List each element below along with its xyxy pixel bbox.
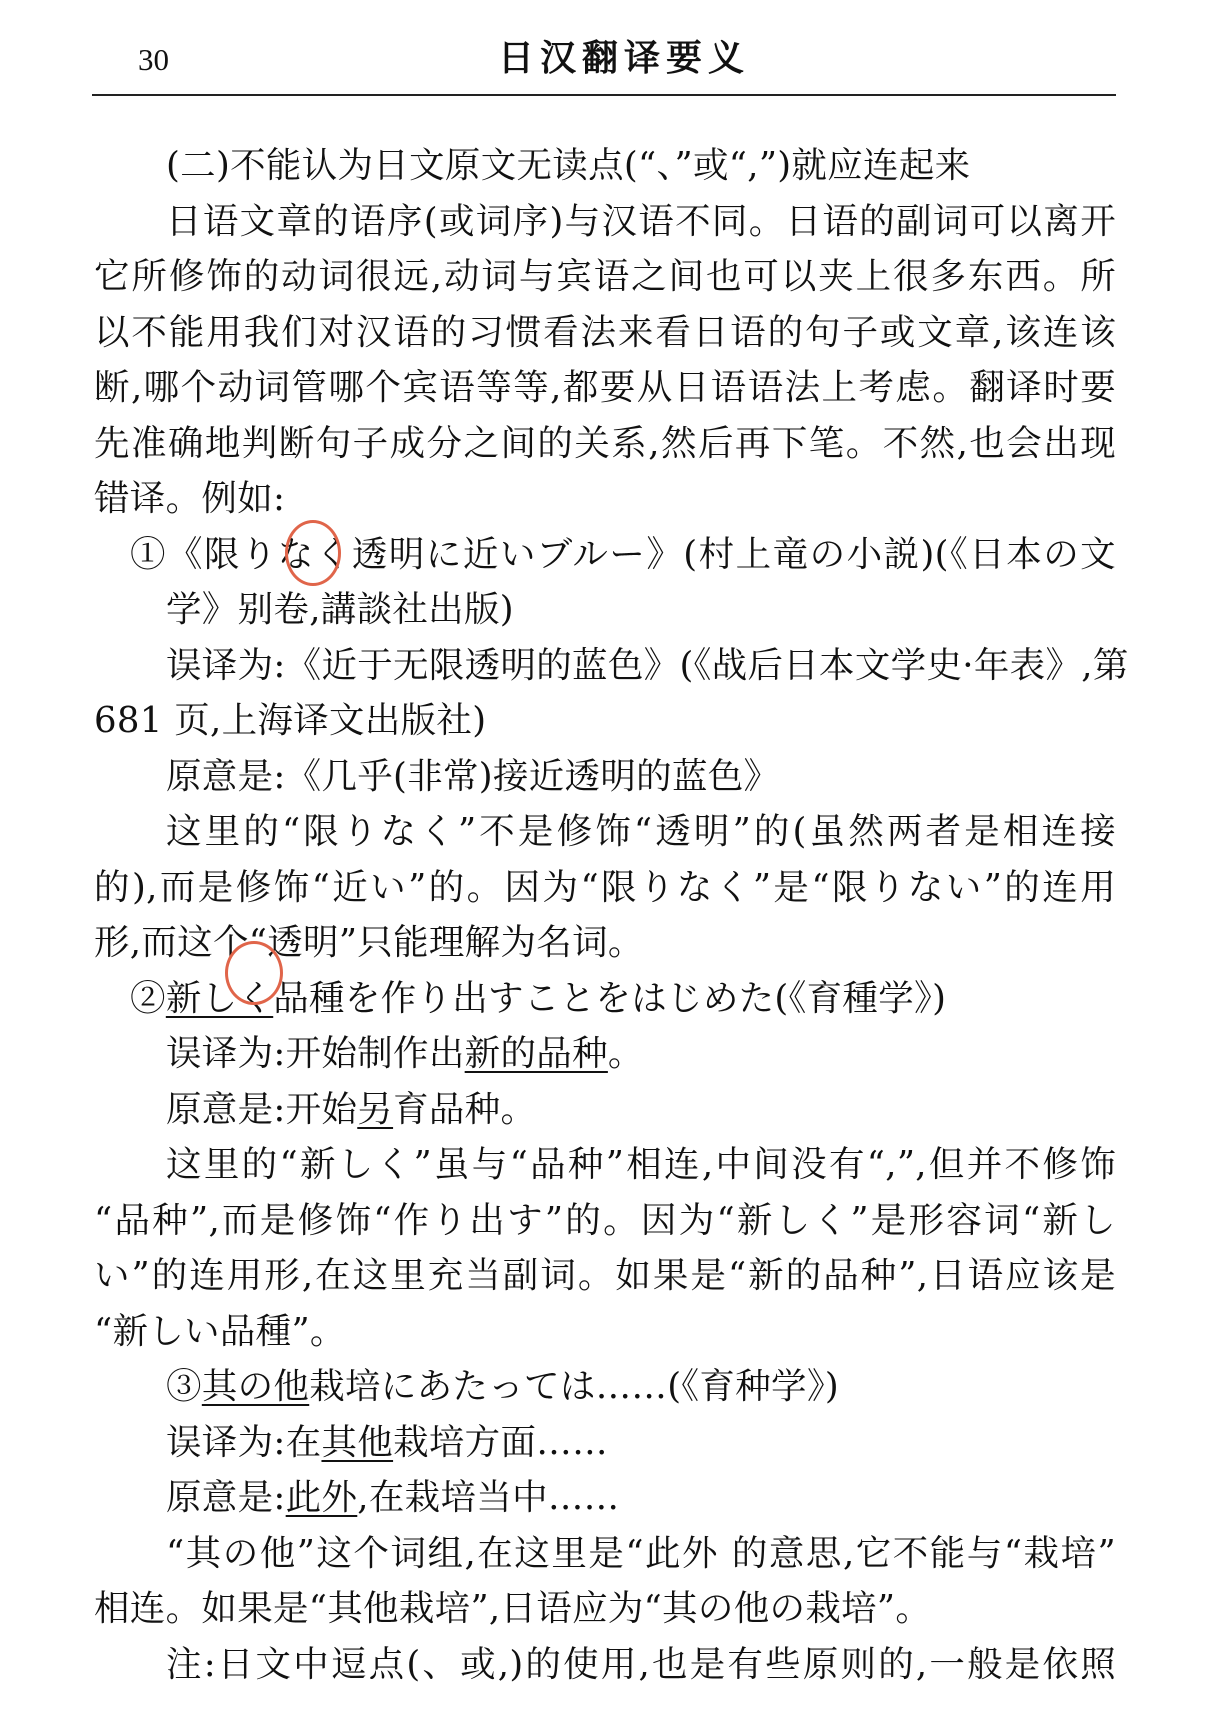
example-2-original-meaning	[94, 1082, 1116, 1138]
note: 注:日文中逗点(、或,)的使用,也是有些原则的,一般是依照	[166, 1643, 1116, 1685]
label-text: 误译为:在	[166, 1421, 322, 1463]
example-1-wrong-translation-cont: 681 页,上海译文出版社)	[94, 700, 487, 741]
example-1-wrong-translation: 误译为:《近于无限透明的蓝色》(《战后日本文学史·年表》,第	[166, 644, 1129, 686]
example-text: 栽培にあたっては……(《育种学》)	[309, 1366, 840, 1407]
underlined-term: 新的品种	[464, 1033, 608, 1074]
example-2-explanation: い”的连用形,在这里充当副词。如果是“新的品种”,日语应该是	[94, 1255, 1116, 1296]
example-3-source	[94, 1359, 1116, 1415]
page-number: 30	[138, 42, 169, 77]
text: 。	[607, 1033, 644, 1074]
paragraph-line: 以不能用我们对汉语的习惯看法来看日语的句子或文章,该连该	[94, 311, 1116, 353]
page-body	[94, 138, 1129, 1692]
example-1-explanation: 形,而这个“透明”只能理解为名词。	[94, 922, 644, 963]
example-2-explanation: “新しい品種”。	[94, 1310, 346, 1352]
label-text: 原意是:	[166, 1477, 286, 1518]
example-3-explanation: 相连。如果是“其他栽培”,日语应为“其の他の栽培”。	[94, 1588, 932, 1629]
underlined-term: 其他	[321, 1421, 394, 1463]
example-3-wrong-translation	[94, 1415, 1116, 1471]
text: ,在栽培当中……	[357, 1477, 620, 1518]
paragraph-line: 断,哪个动词管哪个宾语等等,都要从日语语法上考虑。翻译时要	[94, 367, 1116, 408]
paragraph-line: 日语文章的语序(或词序)与汉语不同。日语的副词可以离开	[166, 200, 1116, 242]
text: 栽培方面……	[393, 1421, 608, 1463]
example-1-explanation: 的),而是修饰“近い”的。因为“限りなく”是“限りない”的连用	[94, 866, 1116, 908]
example-1-original-meaning: 原意是:《几乎(非常)接近透明的蓝色》	[166, 755, 780, 797]
example-2-explanation: 这里的“新しく”虽与“品种”相连,中间没有“,”,但并不修饰	[166, 1144, 1116, 1185]
example-1-explanation: 这里的“限りなく”不是修饰“透明”的(虽然两者是相连接	[166, 811, 1116, 852]
example-2-wrong-translation	[94, 1026, 1116, 1082]
running-title: 日汉翻译要义	[497, 37, 750, 79]
example-3-original-meaning	[94, 1470, 1116, 1526]
example-3-explanation: “其の他”这个词组,在这里是“此外 的意思,它不能与“栽培”	[166, 1532, 1116, 1574]
example-number: ③	[166, 1366, 202, 1407]
paragraph-line: 错译。例如:	[94, 478, 286, 519]
underlined-term: 另	[357, 1088, 394, 1130]
example-text: 品種を作り出すことをはじめた(《育種学》)	[273, 977, 947, 1019]
annotation-circle	[285, 520, 341, 586]
paragraph-line: 它所修饰的动词很远,动词与宾语之间也可以夹上很多东西。所	[94, 256, 1116, 297]
section-heading: (二)不能认为日文原文无读点(“、”或“,”)就应连起来	[166, 145, 971, 186]
header-rule	[92, 94, 1116, 96]
example-2-explanation: “品种”,而是修饰“作り出す”的。因为“新しく”是形容词“新し	[94, 1199, 1116, 1241]
label-text: 原意是:开始	[166, 1088, 358, 1130]
example-number: ②	[130, 977, 166, 1019]
underlined-term: 此外	[285, 1477, 358, 1518]
paragraph-line: 先准确地判断句子成分之间的关系,然后再下笔。不然,也会出现	[94, 422, 1116, 464]
underlined-term: 其の他	[201, 1366, 310, 1407]
example-1-source-cont: 学》别卷,講談社出版)	[166, 589, 514, 630]
annotation-circle	[225, 941, 283, 1005]
underlined-term: 新しく	[165, 977, 274, 1019]
page-header	[92, 37, 1116, 96]
text: 育品种。	[393, 1088, 537, 1130]
label-text: 误译为:开始制作出	[166, 1033, 465, 1074]
example-1-source: ①《限りなく透明に近いブルー》(村上竜の小説)(《日本の文	[130, 533, 1116, 575]
